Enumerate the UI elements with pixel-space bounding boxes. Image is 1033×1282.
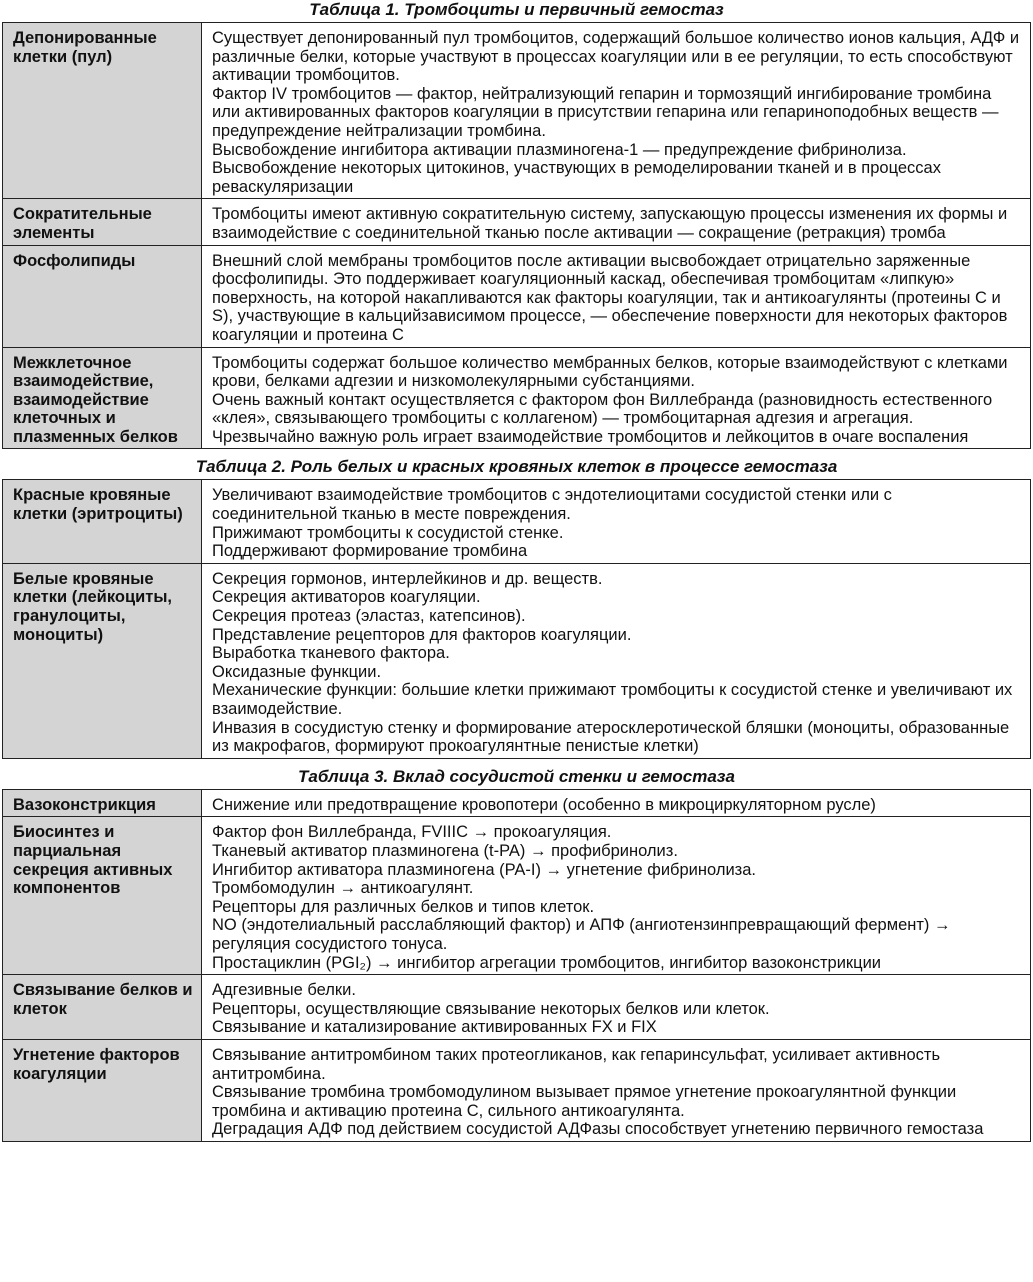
table-2-caption: Таблица 2. Роль белых и красных кровяных клеток в процессе гемостаза [195, 457, 838, 477]
paragraph: Увеличивают взаимодействие тромбоцитов с эндотелиоцитами сосудистой стенки или с соединительной тканью в месте повреждения. [212, 486, 892, 524]
table-row [3, 245, 1031, 347]
table-row [3, 817, 1031, 975]
row-content [202, 817, 1031, 975]
row-content [202, 975, 1031, 1040]
paragraph: Связывание антитромбином таких протеогликанов, как гепаринсульфат, усиливает активность антитромбина. [212, 1045, 941, 1083]
paragraph: Связывание и катализирование активированных FX и FIX [212, 1018, 657, 1037]
paragraph: Секреция гормонов, интерлейкинов и др. веществ. [212, 569, 603, 588]
paragraph: Существует депонированный пул тромбоцитов, содержащий большое количество ионов кальция, АДФ и различные белки, которые участвуют в процессах коагуляции или в ее регуляции, то есть способствуют активации тромбоцитов. [212, 29, 1020, 85]
table-row [3, 563, 1031, 758]
paragraph: Связывание тромбина тромбомодулином вызывает прямое угнетение прокоагулянтной функции тромбина и активацию протеина C, сильного антикоагулянта. [212, 1083, 957, 1120]
paragraph: NO (эндотелиальный расслабляющий фактор) и АПФ (ангиотензинпревращающий фермент) → регуляция сосудистого тонуса. [212, 916, 951, 953]
paragraph: Очень важный контакт осуществляется с фактором фон Виллебранда (разновидность естественного «клея», связывающего тромбоциты с коллагеном) — тромбоцитарная адгезия и агрегация. Чрезвычайно важную роль играет взаимодействие тромбоцитов и лейкоцитов в очаге воспаления [212, 390, 993, 446]
paragraph: Внешний слой мембраны тромбоцитов после активации высвобождает отрицательно заряженные фосфолипиды. Это поддерживает коагуляционный каскад, обеспечивая тромбоцитам «липкую» поверхность, на которой накапливаются как факторы коагуляции, так и антикоагулянты (протеины C и S), участвующие в кальцийзависимом процессе, — обеспечение поверхности для некоторых факторов коагуляции и протеина C [212, 251, 1008, 344]
table-3 [2, 789, 1031, 1142]
paragraph: Ингибитор активатора плазминогена (PA-I) → угнетение фибринолиза. [212, 860, 756, 879]
paragraph: Представление рецепторов для факторов коагуляции. [212, 625, 632, 644]
table-row [3, 23, 1031, 199]
paragraph: Адгезивные белки. [212, 981, 356, 1000]
paragraph: Секреция протеаз (эластаз, катепсинов). [212, 607, 526, 626]
paragraph: Механические функции: большие клетки прижимают тромбоциты к сосудистой стенке и увеличивают их взаимодействие. [212, 681, 1013, 718]
paragraph: Тромбоциты содержат большое количество мембранных белков, которые взаимодействуют с клетками крови, белками адгезии и низкомолекулярными субстанциями. [212, 353, 1008, 391]
paragraph: Снижение или предотвращение кровопотери (особенно в микроциркуляторном русле) [212, 795, 876, 814]
paragraph: Тканевый активатор плазминогена (t-PA) → профибринолиз. [212, 841, 678, 860]
paragraph: Тромбомодулин → антикоагулянт. [212, 879, 474, 898]
row-label: Депонированные клетки (пул) [3, 23, 202, 199]
paragraph: Оксидазные функции. [212, 662, 382, 681]
table-2 [2, 479, 1031, 758]
paragraph: Фактор IV тромбоцитов — фактор, нейтрализующий гепарин и тормозящий ингибирование тромбина или активированных факторов коагуляции в присутствии гепарина или гепариноподобных веществ — предупреждение нейтрализации тромбина. [212, 84, 999, 140]
row-label: Вазоконстрикция [3, 789, 202, 817]
table-1 [2, 22, 1031, 449]
row-content [202, 245, 1031, 347]
paragraph: Тромбоциты имеют активную сократительную систему, запускающую процессы изменения их формы и взаимодействие с соединительной тканью после активации — сокращение (ретракция) тромба [212, 205, 1008, 242]
row-content [202, 1039, 1031, 1141]
paragraph: Рецепторы, осуществляющие связывание некоторых белков или клеток. [212, 999, 770, 1018]
table-row [3, 347, 1031, 449]
row-content [202, 23, 1031, 199]
row-content [202, 563, 1031, 758]
paragraph: Простациклин (PGI₂) → ингибитор агрегации тромбоцитов, ингибитор вазоконстрикции [212, 953, 882, 972]
row-label: Угнетение факторов коагуляции [3, 1039, 202, 1141]
paragraph: Деградация АДФ под действием сосудистой АДФазы способствует угнетению первичного гемостаза [212, 1120, 984, 1139]
row-content [202, 199, 1031, 245]
table-3-caption: Таблица 3. Вклад сосудистой стенки и гемостаза [298, 766, 735, 786]
paragraph: Рецепторы для различных белков и типов клеток. [212, 897, 595, 916]
paragraph: Высвобождение ингибитора активации плазминогена-1 — предупреждение фибринолиза. [212, 140, 907, 159]
table-row [3, 199, 1031, 245]
paragraph: Секреция активаторов коагуляции. [212, 588, 481, 607]
table-1-caption: Таблица 1. Тромбоциты и первичный гемостаз [309, 0, 724, 19]
paragraph: Прижимают тромбоциты к сосудистой стенке. [212, 523, 564, 542]
row-label: Белые кровяные клетки (лейкоциты, гранулоциты, моноциты) [3, 563, 202, 758]
row-label: Красные кровяные клетки (эритроциты) [3, 480, 202, 563]
row-content [202, 480, 1031, 563]
row-content [202, 347, 1031, 449]
row-label: Фосфолипиды [3, 245, 202, 347]
row-content [202, 789, 1031, 817]
table-row [3, 1039, 1031, 1141]
paragraph: Инвазия в сосудистую стенку и формирование атеросклеротической бляшки (моноциты, образованные из макрофагов, формируют прокоагулянтные пенистые клетки) [212, 718, 1010, 756]
row-label: Межклеточное взаимодействие, взаимодействие клеточных и плазменных белков [3, 347, 202, 449]
row-label: Связывание белков и клеток [3, 975, 202, 1040]
paragraph: Выработка тканевого фактора. [212, 644, 450, 663]
table-row [3, 789, 1031, 817]
paragraph: Поддерживают формирование тромбина [212, 542, 528, 561]
paragraph: Высвобождение некоторых цитокинов, участвующих в ремоделировании тканей и в процессах реваскуляризации [212, 159, 941, 196]
table-row [3, 975, 1031, 1040]
row-label: Биосинтез и парциальная секреция активных компонентов [3, 817, 202, 975]
row-label: Сократительные элементы [3, 199, 202, 245]
table-row [3, 480, 1031, 563]
paragraph: Фактор фон Виллебранда, FVIIIC → прокоагуляция. [212, 823, 612, 842]
